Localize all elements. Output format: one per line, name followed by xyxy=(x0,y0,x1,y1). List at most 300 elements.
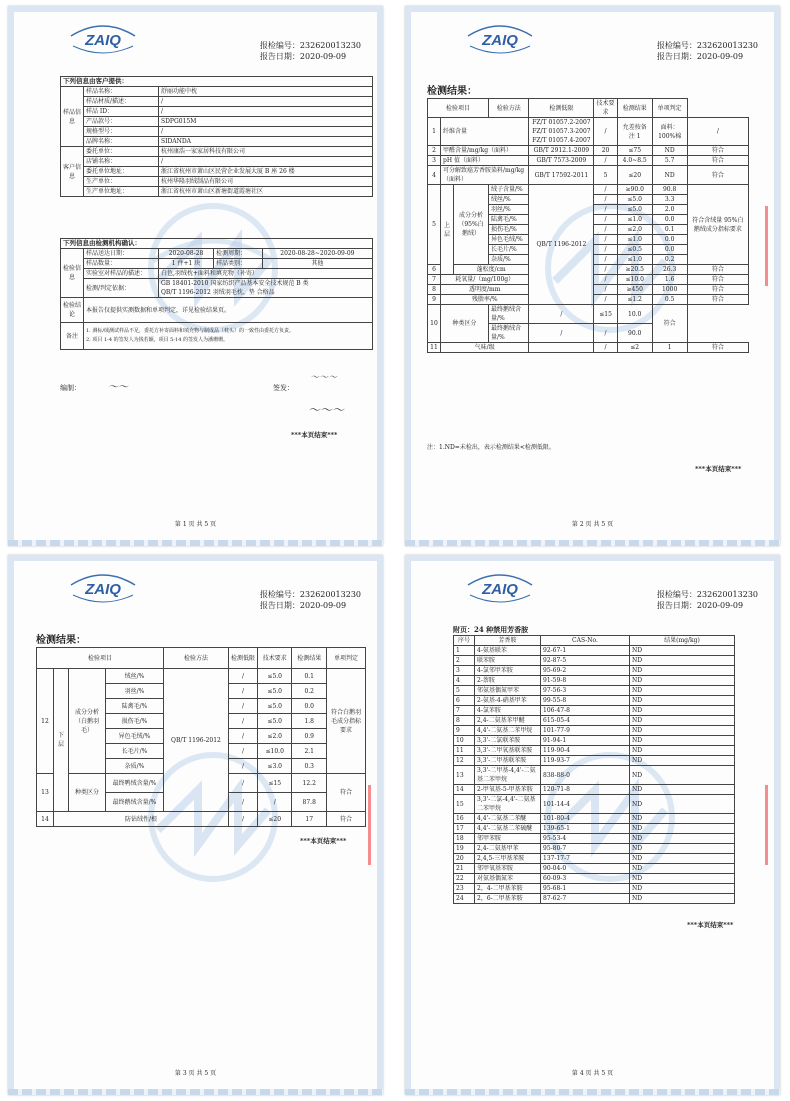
category-value: 其他 xyxy=(262,259,372,269)
table-row xyxy=(454,834,735,844)
item-name: 残脂率/% xyxy=(441,295,529,305)
table-row xyxy=(454,824,735,834)
requirement: ≤5.0 xyxy=(257,699,292,714)
lower-limit: / xyxy=(594,215,617,225)
page-end-mark: ***本页结束*** xyxy=(300,837,347,845)
amine-name: 3,3'-二甲基-4,4'-二氨基二苯甲烷 xyxy=(475,766,541,785)
result: 3.3 xyxy=(652,195,687,205)
row-number: 14 xyxy=(37,812,54,827)
lower-limit: / xyxy=(228,684,257,699)
table-row xyxy=(454,854,735,864)
column-header: 检测低限 xyxy=(228,648,257,669)
result: 1000 xyxy=(652,285,687,295)
quantity-value: 1 件+1 块 xyxy=(159,259,214,269)
requirement: ≤2 xyxy=(617,343,652,353)
report-header xyxy=(657,40,758,62)
table-row xyxy=(454,716,735,726)
cas-number: 87-62-7 xyxy=(541,894,630,904)
note-text: 注：1.ND=未检出，表示检测结果<检测低限。 xyxy=(427,444,555,451)
result: ND xyxy=(630,706,735,716)
result: ND xyxy=(630,746,735,756)
item-name: 防钻绒性/根 xyxy=(54,812,229,827)
row-number: 6 xyxy=(454,696,475,706)
row-number: 18 xyxy=(454,834,475,844)
method-value: GB/T 2912.1-2009 xyxy=(529,146,594,156)
requirement: ≤5.0 xyxy=(257,684,292,699)
row-number: 17 xyxy=(454,824,475,834)
result: ND xyxy=(630,854,735,864)
row-number: 22 xyxy=(454,874,475,884)
method-value: QB/T 1196-2012 xyxy=(529,185,594,305)
report-page-2 xyxy=(405,6,780,546)
item-name: 最终鹅绒含量/% xyxy=(489,305,529,324)
requirement: ≤10.0 xyxy=(617,275,652,285)
report-number: 报检编号：232620013230 xyxy=(656,41,758,50)
item-name: 蓬松度/cm xyxy=(454,265,529,275)
result: 0.1 xyxy=(652,225,687,235)
column-header: 结果(mg/kg) xyxy=(630,636,735,646)
row-number: 15 xyxy=(454,795,475,814)
column-header: 技术要求 xyxy=(257,648,292,669)
row-number: 13 xyxy=(37,774,54,812)
sample-group-label: 样品信息 xyxy=(61,87,84,147)
table-row xyxy=(454,696,735,706)
cas-number: 92-87-5 xyxy=(541,656,630,666)
amine-name: 4-氨基联苯 xyxy=(475,646,541,656)
column-header: 检测结果 xyxy=(292,648,327,669)
item-name: 绒丝/% xyxy=(106,669,164,684)
cas-number: 119-90-4 xyxy=(541,746,630,756)
lower-limit: / xyxy=(529,305,594,324)
requirement: ≤5.0 xyxy=(257,669,292,684)
lower-limit: / xyxy=(594,343,617,353)
result: 10.0 xyxy=(617,305,652,324)
lower-limit: / xyxy=(529,324,594,343)
amine-name: 4,4'-二氨基二苯醚 xyxy=(475,814,541,824)
basis-line: QB/T 1196-2012 羽绒羽毛枕、垫 合格品 xyxy=(161,289,275,296)
result: 0.2 xyxy=(292,684,327,699)
result: 12.2 xyxy=(292,774,327,793)
row-number: 23 xyxy=(454,884,475,894)
result: ND xyxy=(630,726,735,736)
result: ND xyxy=(630,696,735,706)
table-row xyxy=(454,706,735,716)
table-row xyxy=(428,146,749,156)
field-value: / xyxy=(159,97,373,107)
report-page-3 xyxy=(8,555,383,1095)
seal-stamp xyxy=(368,785,383,865)
lower-limit: / xyxy=(228,793,257,812)
lower-limit: / xyxy=(594,235,617,245)
requirement: ≥20.5 xyxy=(617,265,652,275)
signer-label: 签发： xyxy=(273,384,294,392)
result: ND xyxy=(630,874,735,884)
result: 0.5 xyxy=(652,295,687,305)
result: 0.1 xyxy=(292,669,327,684)
field-label: 生产单位地址： xyxy=(84,187,159,197)
item-name: 异色毛绒/% xyxy=(489,235,529,245)
lower-limit: 5 xyxy=(594,166,617,185)
requirement: ≤5.0 xyxy=(257,714,292,729)
field-label: 样品名称： xyxy=(84,87,159,97)
result: 面料： 100%棉 xyxy=(652,118,687,146)
column-header: 单项判定 xyxy=(327,648,366,669)
requirement: ≤0.5 xyxy=(617,245,652,255)
item-name: 陆禽毛/% xyxy=(106,699,164,714)
field-label: 店铺名称： xyxy=(84,157,159,167)
item-name: 长毛片/% xyxy=(106,744,164,759)
layer-label: 下层 xyxy=(54,669,69,812)
result: ND xyxy=(630,785,735,795)
lower-limit: / xyxy=(594,245,617,255)
cas-number: 101-14-4 xyxy=(541,795,630,814)
lower-limit: / xyxy=(228,759,257,774)
results-table xyxy=(427,98,749,353)
table-row xyxy=(454,894,735,904)
result: 87.8 xyxy=(292,793,327,812)
row-number: 3 xyxy=(428,156,441,166)
lower-limit: / xyxy=(594,205,617,215)
lower-limit: / xyxy=(228,812,257,827)
cas-number: 101-80-4 xyxy=(541,814,630,824)
table-row xyxy=(454,814,735,824)
result: 1 xyxy=(652,343,687,353)
lower-limit: 20 xyxy=(594,146,617,156)
requirement: ≤1.0 xyxy=(617,235,652,245)
result: ND xyxy=(630,864,735,874)
amine-name: 2-萘胺 xyxy=(475,676,541,686)
result: ND xyxy=(630,894,735,904)
requirement: ≤2.0 xyxy=(617,225,652,235)
layer-label: 上层 xyxy=(441,185,454,275)
row-number: 10 xyxy=(454,736,475,746)
lower-limit: / xyxy=(228,699,257,714)
amine-name: 2，4-二甲基苯胺 xyxy=(475,884,541,894)
row-number: 21 xyxy=(454,864,475,874)
requirement: ≤1.0 xyxy=(617,215,652,225)
cas-number: 95-80-7 xyxy=(541,844,630,854)
cas-number: 139-65-1 xyxy=(541,824,630,834)
field-value: 杭州康浩一家家居科技有限公司 xyxy=(159,147,373,157)
table-row xyxy=(454,746,735,756)
logo-text: ZAIQ xyxy=(85,581,121,598)
column-header: 技术要求 xyxy=(594,99,617,118)
lower-limit: / xyxy=(594,118,617,146)
row-number: 9 xyxy=(454,726,475,736)
amine-name: 2,4,5-三甲基苯胺 xyxy=(475,854,541,864)
judgement: 符合 xyxy=(687,295,748,305)
lower-limit: / xyxy=(228,774,257,793)
seal-stamp xyxy=(765,785,780,865)
zaiq-logo xyxy=(460,20,540,62)
cas-number: 137-17-7 xyxy=(541,854,630,864)
judgement: 符合含绒量 95%白鹅绒成分指标要求 xyxy=(687,185,748,265)
amine-name: 4-氯苯胺 xyxy=(475,706,541,716)
result: 0.0 xyxy=(652,215,687,225)
lower-limit: / xyxy=(228,744,257,759)
result: ND xyxy=(630,676,735,686)
row-number: 9 xyxy=(428,295,441,305)
lower-limit: / xyxy=(594,265,617,275)
result: ND xyxy=(630,814,735,824)
report-date: 报告日期：2020-09-09 xyxy=(656,52,744,61)
field-label: 样品 ID： xyxy=(84,107,159,117)
report-number: 报检编号：232620013230 xyxy=(259,41,361,50)
lower-limit: / xyxy=(594,156,617,166)
result: 90.8 xyxy=(652,185,687,195)
amine-name: 4-氯邻甲苯胺 xyxy=(475,666,541,676)
column-header: 单项判定 xyxy=(652,99,687,118)
page-number: 第 3 页 共 5 页 xyxy=(174,1070,217,1077)
requirement: ≥90.0 xyxy=(617,185,652,195)
lower-limit: / xyxy=(228,714,257,729)
report-number: 报检编号：232620013230 xyxy=(259,590,361,599)
item-name: 杂质/% xyxy=(106,759,164,774)
cas-number: 97-56-3 xyxy=(541,686,630,696)
item-name: 可分解致癌芳香胺染料/mg/kg（面料） xyxy=(441,166,529,185)
results-title: 检测结果： xyxy=(36,635,86,646)
table-row xyxy=(428,166,749,185)
table-row xyxy=(454,756,735,766)
cas-number: 60-09-3 xyxy=(541,874,630,884)
remark-group-label: 备注 xyxy=(61,323,84,350)
column-header: 检验方法 xyxy=(163,648,228,669)
judgement: 符合 xyxy=(687,265,748,275)
group-label: 种类区分 xyxy=(69,774,106,812)
column-header: 序号 xyxy=(454,636,475,646)
result: 17 xyxy=(292,812,327,827)
row-number: 7 xyxy=(428,275,441,285)
field-value: 浙江省杭州市萧山区民营企业发展大厦 B 座 26 楼 xyxy=(159,167,373,177)
requirement: ≤2.0 xyxy=(257,729,292,744)
requirement: ≤15 xyxy=(594,305,617,324)
lower-limit: / xyxy=(228,729,257,744)
result: ND xyxy=(630,716,735,726)
judgement: 符合 xyxy=(687,166,748,185)
category-label: 样品类别： xyxy=(214,259,263,269)
table-row xyxy=(454,686,735,696)
column-header: 检测结果 xyxy=(617,99,652,118)
cas-number: 119-93-7 xyxy=(541,756,630,766)
appendix-title: 附页：24 种禁用芳香胺 xyxy=(453,625,529,634)
lower-limit: / xyxy=(594,185,617,195)
remark-text xyxy=(84,323,373,350)
field-label: 产品款号： xyxy=(84,117,159,127)
table-row xyxy=(428,156,749,166)
lab-section-heading: 下列信息由检测机构确认： xyxy=(61,239,373,249)
field-label: 规格型号： xyxy=(84,127,159,137)
result: ND xyxy=(630,656,735,666)
item-name: 最终鸭绒含量/% xyxy=(106,774,164,793)
result: ND xyxy=(630,686,735,696)
judgement: 符合 xyxy=(687,275,748,285)
report-date: 报告日期：2020-09-09 xyxy=(259,52,347,61)
column-header: 检验项目 xyxy=(37,648,164,669)
client-group-label: 客户信息 xyxy=(61,147,84,197)
requirement: ≥450 xyxy=(617,285,652,295)
row-number: 5 xyxy=(428,185,441,265)
result: 2.0 xyxy=(652,205,687,215)
requirement: ≤1.0 xyxy=(617,255,652,265)
judgement: 符合 xyxy=(327,774,366,812)
page-number: 第 1 页 共 5 页 xyxy=(174,521,217,528)
report-header xyxy=(260,589,361,611)
item-name: 损伤毛/% xyxy=(489,225,529,235)
requirement: ≤5.0 xyxy=(617,205,652,215)
receive-date-label: 样品送达日期： xyxy=(84,249,159,259)
lower-limit: / xyxy=(594,195,617,205)
requirement: ≤15 xyxy=(257,774,292,793)
page-edge xyxy=(405,540,780,546)
column-header: 检验项目 xyxy=(428,99,489,118)
requirement: / xyxy=(257,793,292,812)
row-number: 12 xyxy=(37,669,54,774)
item-name: 甲醛含量/mg/kg（面料） xyxy=(441,146,529,156)
basis-label: 检测/判定依据： xyxy=(84,279,159,298)
page-number: 第 4 页 共 5 页 xyxy=(571,1070,614,1077)
item-name: 气味/级 xyxy=(441,343,529,353)
amine-name: 对氨基偶氮苯 xyxy=(475,874,541,884)
item-name: 羽丝/% xyxy=(106,684,164,699)
table-row xyxy=(454,726,735,736)
judgement: 符合 xyxy=(687,343,748,353)
amine-name: 3,3'-二氯联苯胺 xyxy=(475,736,541,746)
row-number: 11 xyxy=(454,746,475,756)
editor-signature: ～～ xyxy=(108,382,128,393)
requirement: / xyxy=(594,324,617,343)
row-number: 5 xyxy=(454,686,475,696)
cas-number: 92-67-1 xyxy=(541,646,630,656)
cas-number: 120-71-8 xyxy=(541,785,630,795)
result: 1.8 xyxy=(292,714,327,729)
table-row xyxy=(454,844,735,854)
result: ND xyxy=(630,824,735,834)
cas-number: 99-55-8 xyxy=(541,696,630,706)
judgement: 符合 xyxy=(687,146,748,156)
zaiq-logo xyxy=(63,569,143,611)
remark-line: 1. 测标/绒测试样品不足，委托方补寄面料和填充物与制成品（枕头）的一致性由委托方负责。 xyxy=(86,328,295,334)
amine-name: 邻甲苯胺 xyxy=(475,834,541,844)
row-number: 6 xyxy=(428,265,441,275)
signer-signature-2: ～～～ xyxy=(308,403,345,417)
judgement: 符合 xyxy=(687,285,748,295)
result: ND xyxy=(652,146,687,156)
judgement: / xyxy=(687,118,748,146)
cas-number: 106-47-8 xyxy=(541,706,630,716)
table-row xyxy=(454,646,735,656)
lower-limit: / xyxy=(594,295,617,305)
item-name: 杂质/% xyxy=(489,255,529,265)
judgement: 符合白鹅羽毛成分指标要求 xyxy=(327,669,366,774)
page-end-mark: ***本页结束*** xyxy=(695,465,742,473)
cas-number: 101-77-9 xyxy=(541,726,630,736)
result: 26.3 xyxy=(652,265,687,275)
table-row xyxy=(454,785,735,795)
judgement: 符合 xyxy=(652,305,687,343)
method-value: GB/T 7573-2009 xyxy=(529,156,594,166)
row-number: 4 xyxy=(454,676,475,686)
amine-name: 2-氨基-4-硝基甲苯 xyxy=(475,696,541,706)
table-row xyxy=(454,666,735,676)
cas-number: 95-53-4 xyxy=(541,834,630,844)
report-date: 报告日期：2020-09-09 xyxy=(656,601,744,610)
result: 0.2 xyxy=(652,255,687,265)
page-end-mark: ***本页结束*** xyxy=(687,921,734,929)
method-value xyxy=(529,343,594,353)
field-value: 杭州华隆羽绒制品有限公司 xyxy=(159,177,373,187)
result: 5.7 xyxy=(652,156,687,166)
row-number: 19 xyxy=(454,844,475,854)
logo-text: ZAIQ xyxy=(482,581,518,598)
quantity-label: 样品数量： xyxy=(84,259,159,269)
lower-limit: / xyxy=(594,275,617,285)
requirement: ≤75 xyxy=(617,146,652,156)
page-edge xyxy=(405,1089,780,1095)
result: 0.3 xyxy=(292,759,327,774)
period-value: 2020-08-28~2020-09-09 xyxy=(262,249,372,259)
lower-limit: / xyxy=(594,255,617,265)
judgement: 符合 xyxy=(327,812,366,827)
cas-number: 95-69-2 xyxy=(541,666,630,676)
field-value: 舒丽功能中枕 xyxy=(159,87,373,97)
editor-label: 编制： xyxy=(60,384,81,392)
table-row xyxy=(454,766,735,785)
row-number: 2 xyxy=(454,656,475,666)
field-label: 样品材质/描述： xyxy=(84,97,159,107)
item-name: 陆禽毛/% xyxy=(489,215,529,225)
requirement: ≤20 xyxy=(257,812,292,827)
result: 1.6 xyxy=(652,275,687,285)
requirement: 4.0~8.5 xyxy=(617,156,652,166)
logo-text: ZAIQ xyxy=(85,32,121,49)
requirement: ≤3.0 xyxy=(257,759,292,774)
client-section-heading: 下列信息由客户提供： xyxy=(61,77,373,87)
table-row xyxy=(454,656,735,666)
result: ND xyxy=(630,834,735,844)
row-number: 7 xyxy=(454,706,475,716)
conclusion-text: 本报告仅提供实测数据和单项判定，详见检验结果页。 xyxy=(84,298,373,323)
report-date: 报告日期：2020-09-09 xyxy=(259,601,347,610)
requirement: ≤1.2 xyxy=(617,295,652,305)
column-header: 检测低限 xyxy=(529,99,594,118)
row-number: 8 xyxy=(428,285,441,295)
item-name: 羽丝/% xyxy=(489,205,529,215)
result: ND xyxy=(630,795,735,814)
conclusion-group-label: 检验结论 xyxy=(61,298,84,323)
amine-name: 3,3'-二氯-4,4'-二氨基二苯甲烷 xyxy=(475,795,541,814)
report-page-4 xyxy=(405,555,780,1095)
amine-name: 2-甲氧基-5-甲基苯胺 xyxy=(475,785,541,795)
lower-limit: / xyxy=(594,285,617,295)
cas-number: 90-04-0 xyxy=(541,864,630,874)
result: ND xyxy=(630,844,735,854)
logo-text: ZAIQ xyxy=(482,32,518,49)
judgement: 符合 xyxy=(687,156,748,166)
result: 0.0 xyxy=(652,245,687,255)
amine-name: 邻甲氧基苯胺 xyxy=(475,864,541,874)
row-number: 2 xyxy=(428,146,441,156)
result: ND xyxy=(630,736,735,746)
item-name: 最终鹅绒含量/% xyxy=(489,324,529,343)
row-number: 14 xyxy=(454,785,475,795)
basis-line: GB 18401-2010 国家纺织产品基本安全技术规范 B 类 xyxy=(161,280,309,287)
row-number: 11 xyxy=(428,343,441,353)
result: ND xyxy=(630,766,735,785)
item-name: 绒子含量/% xyxy=(489,185,529,195)
table-row xyxy=(454,884,735,894)
table-row xyxy=(454,676,735,686)
receive-date-value: 2020-08-28 xyxy=(159,249,214,259)
